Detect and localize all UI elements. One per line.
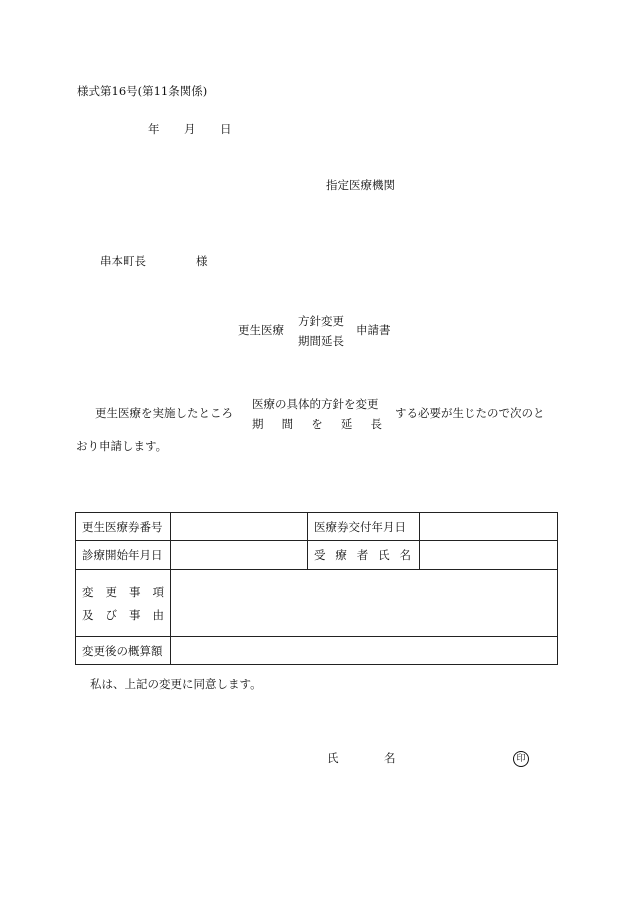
label-char: び	[105, 607, 117, 622]
label-char: 者	[356, 548, 369, 562]
date-year: 年	[148, 122, 160, 136]
label-ticket-issue-date: 医療券交付年月日	[308, 513, 420, 541]
addressee-name: 串本町長	[100, 254, 146, 268]
body-tail: する必要が生じたので次のと	[395, 406, 545, 420]
body-option-extend-char: 期	[252, 416, 264, 431]
field-ticket-issue-date[interactable]	[420, 513, 558, 541]
institution-label: 指定医療機関	[326, 178, 395, 192]
label-char: 事	[129, 607, 141, 622]
field-estimated-cost-after-change[interactable]	[171, 637, 558, 665]
body-options	[252, 399, 382, 430]
body-lead: 更生医療を実施したところ	[95, 406, 233, 420]
body-option-extend-char: 長	[370, 416, 382, 431]
label-char: 及	[82, 607, 94, 622]
label-char: 氏	[378, 548, 390, 562]
label-char: 名	[399, 548, 411, 562]
label-char: 変	[82, 584, 94, 599]
field-change-items-and-reasons[interactable]	[171, 570, 558, 637]
signature-label-shi: 氏	[327, 751, 339, 765]
field-treatment-start-date[interactable]	[171, 541, 308, 570]
signature-label-mei: 名	[384, 751, 396, 765]
table-row	[76, 541, 558, 570]
body-option-extend-char: を	[311, 416, 323, 431]
label-patient-name	[308, 541, 420, 570]
title-options	[298, 316, 344, 347]
label-char: 更	[105, 584, 117, 599]
table-row	[76, 637, 558, 665]
date-month: 月	[184, 122, 196, 136]
body-option-change: 医療の具体的方針を変更	[252, 397, 379, 411]
label-estimated-cost-after-change: 変更後の概算額	[76, 637, 171, 665]
seal-mark-icon: 印	[513, 751, 529, 767]
body-option-extend-char: 延	[340, 416, 353, 431]
title-prefix: 更生医療	[238, 323, 284, 337]
label-char: 由	[152, 607, 164, 622]
table-row	[76, 570, 558, 637]
title-option-change: 方針変更	[298, 314, 344, 328]
label-char: 事	[129, 584, 141, 599]
field-patient-name[interactable]	[420, 541, 558, 570]
label-char: 受	[314, 548, 326, 562]
title-option-extend: 期間延長	[298, 333, 344, 348]
body-option-extend	[252, 416, 382, 431]
addressee-honorific: 様	[196, 254, 208, 268]
label-char: 項	[152, 584, 164, 599]
title-suffix: 申請書	[356, 323, 391, 337]
table-row	[76, 513, 558, 541]
body-option-extend-char: 間	[281, 416, 294, 431]
body-continuation: おり申請します。	[76, 439, 168, 453]
label-treatment-start-date: 診療開始年月日	[76, 541, 171, 570]
label-char: 療	[335, 548, 347, 562]
application-table	[75, 512, 558, 665]
label-change-items-and-reasons	[76, 570, 171, 637]
consent-statement: 私は、上記の変更に同意します。	[90, 677, 262, 691]
field-medical-ticket-number[interactable]	[171, 513, 308, 541]
label-medical-ticket-number: 更生医療券番号	[76, 513, 171, 541]
form-number: 様式第16号(第11条関係)	[77, 84, 208, 98]
date-day: 日	[220, 122, 232, 136]
